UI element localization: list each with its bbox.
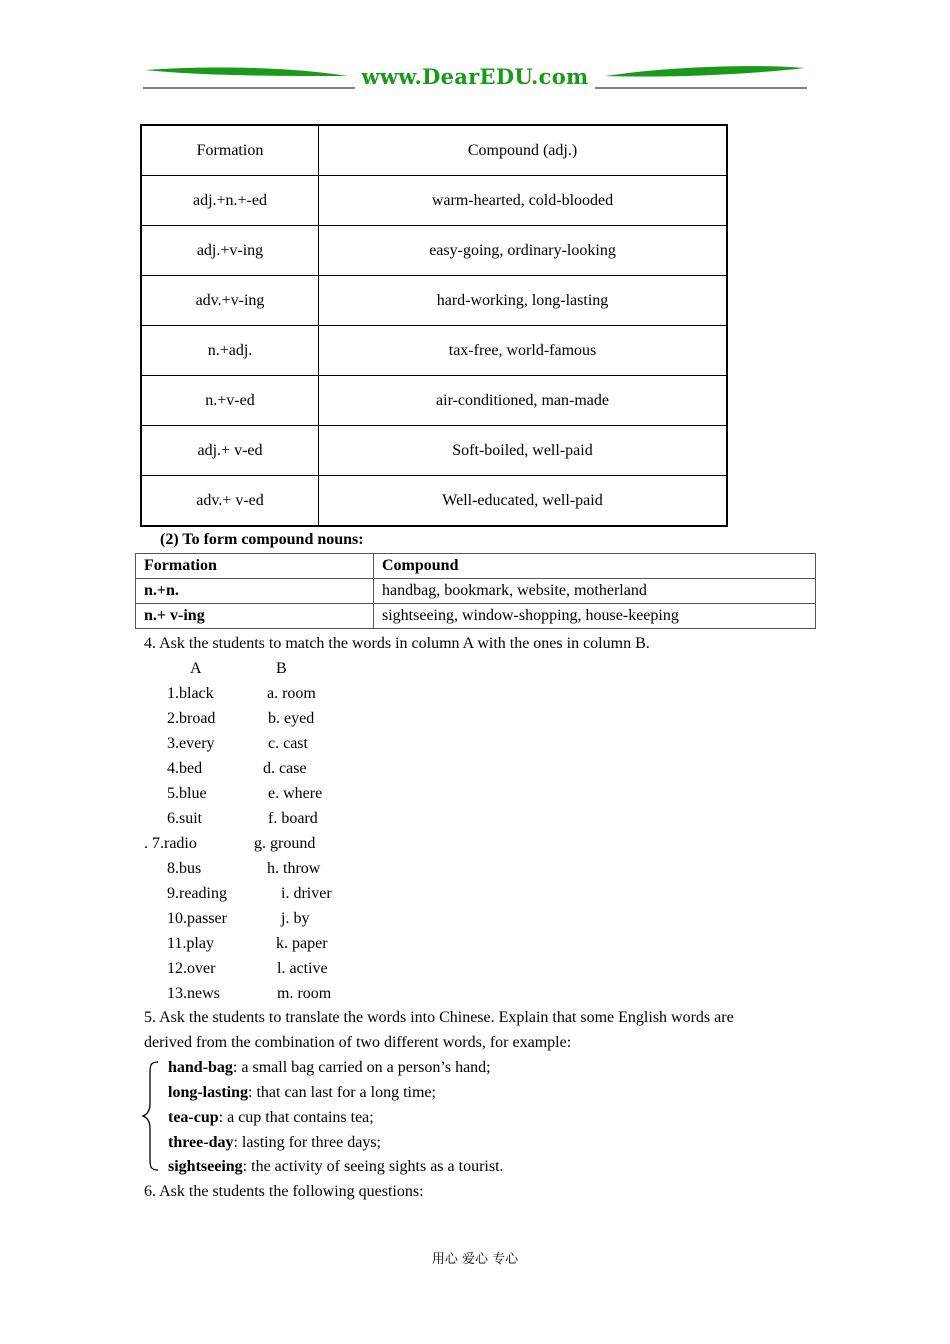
- table-header-row: [136, 554, 816, 579]
- table-row: [136, 579, 816, 604]
- nouns-heading: (2) To form compound nouns:: [160, 531, 364, 548]
- header-formation: Formation: [141, 125, 319, 176]
- example-term: sightseeing: [168, 1158, 243, 1175]
- example-term: three-day: [168, 1134, 234, 1151]
- column-b-header: B: [276, 660, 287, 677]
- compound-cell: easy-going, ordinary-looking: [319, 226, 728, 276]
- match-a-item: 1.black: [167, 685, 214, 702]
- table-row: [141, 176, 727, 226]
- match-b-item: b. eyed: [268, 710, 315, 727]
- table-row: [141, 226, 727, 276]
- formation-cell: n.+ v-ing: [136, 604, 374, 629]
- table-header-row: [141, 125, 727, 176]
- table-row: [141, 326, 727, 376]
- column-a-header: A: [190, 660, 202, 677]
- compound-nouns-table: [135, 553, 816, 629]
- match-b-item: d. case: [263, 760, 307, 777]
- formation-cell: adj.+ v-ed: [141, 426, 319, 476]
- example-definition: : lasting for three days;: [233, 1134, 381, 1151]
- formation-cell: n.+n.: [136, 579, 374, 604]
- compound-cell: tax-free, world-famous: [319, 326, 728, 376]
- match-a-item: 10.passer: [167, 910, 227, 927]
- header-compound: Compound: [374, 554, 816, 579]
- page-footer: 用心 爱心 专心: [431, 1252, 519, 1267]
- example-item: [168, 1158, 504, 1176]
- header-compound: Compound (adj.): [319, 125, 728, 176]
- match-a-item: 13.news: [167, 985, 220, 1002]
- step-6-text: 6. Ask the students the following questions:: [144, 1183, 424, 1200]
- example-definition: : a cup that contains tea;: [218, 1109, 374, 1126]
- match-b-item: e. where: [268, 785, 323, 802]
- formation-cell: adj.+v-ing: [141, 226, 319, 276]
- step-4-text: 4. Ask the students to match the words in column A with the ones in column B.: [144, 635, 650, 652]
- match-a-item: 12.over: [167, 960, 216, 977]
- example-item: [168, 1084, 436, 1102]
- match-b-item: h. throw: [267, 860, 321, 877]
- match-a-item: . 7.radio: [144, 835, 197, 852]
- example-definition: : a small bag carried on a person’s hand;: [232, 1059, 491, 1076]
- example-item: [168, 1134, 381, 1152]
- match-b-item: f. board: [268, 810, 318, 827]
- match-b-item: a. room: [267, 685, 316, 702]
- header-formation: Formation: [136, 554, 374, 579]
- formation-cell: adj.+n.+-ed: [141, 176, 319, 226]
- match-b-item: g. ground: [254, 835, 316, 852]
- site-name: www.DearEDU.com: [143, 62, 807, 92]
- formation-cell: n.+v-ed: [141, 376, 319, 426]
- compound-cell: warm-hearted, cold-blooded: [319, 176, 728, 226]
- example-term: tea-cup: [168, 1109, 219, 1126]
- match-b-item: j. by: [281, 910, 310, 927]
- table-row: [141, 376, 727, 426]
- step-5-line-1: 5. Ask the students to translate the words into Chinese. Explain that some English words are: [144, 1009, 734, 1026]
- match-a-item: 6.suit: [167, 810, 203, 827]
- compound-cell: handbag, bookmark, website, motherland: [374, 579, 816, 604]
- site-header-banner: [143, 62, 807, 92]
- example-definition: : that can last for a long time;: [248, 1084, 436, 1101]
- table-row: [141, 426, 727, 476]
- match-b-item: l. active: [277, 960, 328, 977]
- formation-cell: adv.+ v-ed: [141, 476, 319, 527]
- match-a-item: 5.blue: [167, 785, 207, 802]
- table-row: [136, 604, 816, 629]
- example-item: [168, 1109, 374, 1127]
- match-a-item: 3.every: [167, 735, 215, 752]
- step-5-line-2: derived from the combination of two different words, for example:: [144, 1034, 572, 1051]
- compound-cell: air-conditioned, man-made: [319, 376, 728, 426]
- example-term: long-lasting: [168, 1084, 249, 1101]
- match-a-item: 4.bed: [167, 760, 203, 777]
- match-a-item: 8.bus: [167, 860, 202, 877]
- match-b-item: k. paper: [276, 935, 328, 952]
- match-a-item: 2.broad: [167, 710, 216, 727]
- formation-cell: n.+adj.: [141, 326, 319, 376]
- formation-cell: adv.+v-ing: [141, 276, 319, 326]
- compound-cell: Well-educated, well-paid: [319, 476, 728, 527]
- example-term: hand-bag: [168, 1059, 233, 1076]
- table-row: [141, 276, 727, 326]
- compound-cell: hard-working, long-lasting: [319, 276, 728, 326]
- table-row: [141, 476, 727, 527]
- match-b-item: m. room: [277, 985, 332, 1002]
- compound-cell: sightseeing, window-shopping, house-keeping: [374, 604, 816, 629]
- match-a-item: 9.reading: [167, 885, 227, 902]
- example-item: [168, 1059, 491, 1077]
- curly-brace-icon: [140, 1060, 162, 1172]
- match-a-item: 11.play: [167, 935, 214, 952]
- example-definition: : the activity of seeing sights as a tourist.: [242, 1158, 504, 1175]
- compound-adjectives-table: [140, 124, 728, 527]
- match-b-item: i. driver: [281, 885, 332, 902]
- match-b-item: c. cast: [268, 735, 308, 752]
- compound-cell: Soft-boiled, well-paid: [319, 426, 728, 476]
